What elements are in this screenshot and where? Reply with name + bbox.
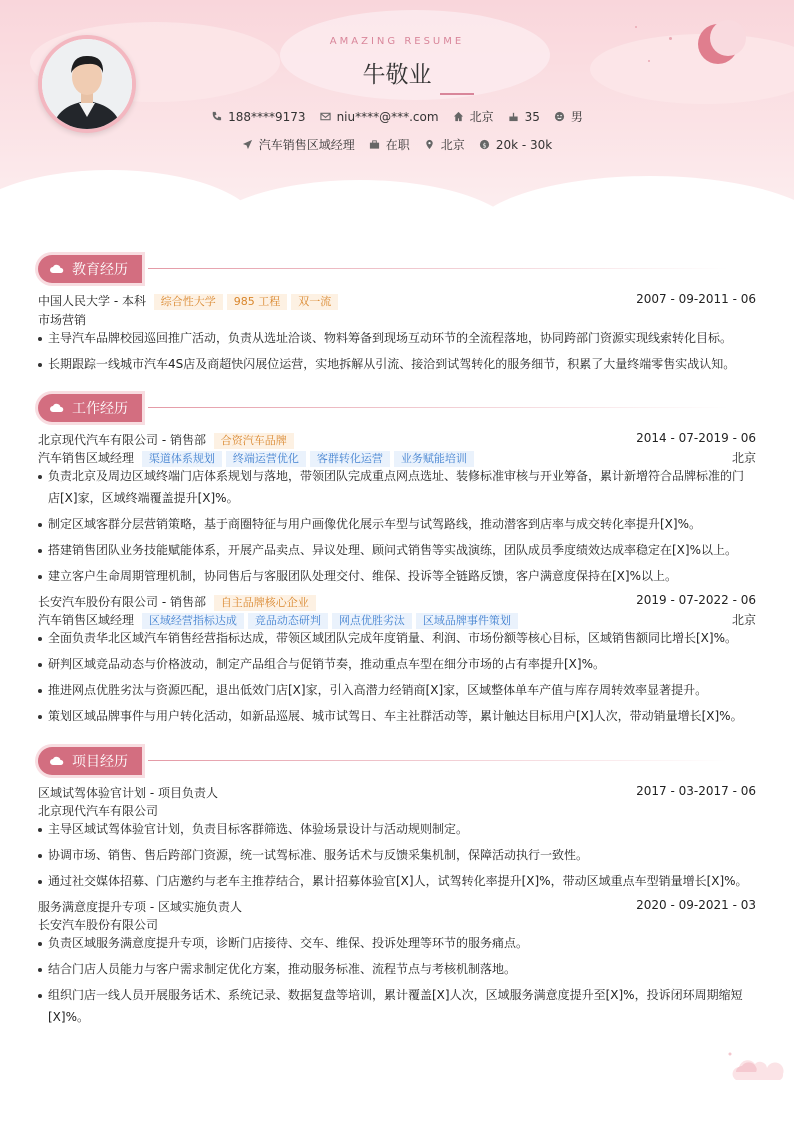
section-badge — [38, 394, 142, 422]
city-text: 北京 — [469, 110, 494, 124]
project-date: 2020 - 09-2021 - 03 — [636, 898, 756, 912]
age-item — [508, 108, 540, 125]
education-row — [38, 292, 756, 310]
section-divider — [148, 407, 728, 408]
cloud-decoration-icon — [726, 1050, 786, 1086]
work-section-title — [38, 393, 142, 423]
email-item — [320, 108, 439, 125]
svg-text:$: $ — [482, 141, 487, 150]
money-icon — [479, 139, 490, 150]
education-bullet: 长期跟踪一线城市汽车4S店及商超快闪展位运营，实地拆解从引流、接洽到试驾转化的服务细节，积累了大量终端零售实战认知。 — [38, 354, 748, 375]
job-bullet: 制定区域客群分层营销策略，基于商圈特征与用户画像优化展示车型与试驾路线，推动潜客到店率与成交转化率提升[X]%。 — [38, 514, 748, 535]
face-icon — [554, 111, 565, 122]
age-text: 35 — [524, 109, 540, 124]
job-bullet: 搭建销售团队业务技能赋能体系，开展产品卖点、异议处理、顾问式销售等实战演练，团队成员季度绩效达成率稳定在[X]%以上。 — [38, 540, 748, 561]
major-text: 市场营销 — [38, 313, 87, 327]
project-org: 长安汽车股份有限公司 — [38, 918, 159, 932]
company-text: 长安汽车股份有限公司 - 销售部 — [38, 595, 206, 609]
skill-tag: 区域品牌事件策划 — [416, 613, 518, 629]
target-city-item — [424, 136, 465, 153]
job-intent-row — [0, 136, 794, 153]
candidate-name: 牛敬业 — [362, 62, 432, 88]
project-bullet: 通过社交媒体招募、门店邀约与老车主推荐结合，累计招募体验官[X]人，试驾转化率提升[X]%，带动区域重点车型销量增长[X]%。 — [38, 871, 748, 892]
project-bullet-text: [X]%。 — [48, 1010, 89, 1024]
company-tag: 合资汽车品牌 — [214, 433, 294, 449]
school-tag: 985 工程 — [227, 294, 288, 310]
company-text: 北京现代汽车有限公司 - 销售部 — [38, 433, 206, 447]
cloud-decoration — [200, 180, 520, 230]
city-item — [453, 108, 494, 125]
project-bullet: 组织门店一线人员开展服务话术、系统记录、数据复盘等培训，累计覆盖[X]人次，区域服务满意度提升至[X]%，投诉闭环周期缩短 — [38, 985, 748, 1006]
job-date: 2014 - 07-2019 - 06 — [636, 431, 756, 445]
status-text: 在职 — [385, 138, 410, 152]
job-target-item — [242, 136, 355, 153]
project-bullet: 结合门店人员能力与客户需求制定优化方案，推动服务标准、流程节点与考核机制落地。 — [38, 959, 748, 980]
job-bullet: 全面负责华北区域汽车销售经营指标达成，带领区域团队完成年度销量、利润、市场份额等核心目标，区域销售额同比增长[X]%。 — [38, 628, 748, 649]
project-name: 区域试驾体验官计划 - 项目负责人 — [38, 786, 218, 800]
school-tag: 综合性大学 — [154, 294, 223, 310]
email-text: niu****@***.com — [336, 109, 439, 124]
status-item — [369, 136, 410, 153]
cake-icon — [508, 111, 519, 122]
job-bullet: 建立客户生命周期管理机制，协同售后与客服团队处理交付、维保、投诉等全链路反馈，客户满意度保持在[X]%以上。 — [38, 566, 748, 587]
briefcase-icon — [369, 139, 380, 150]
education-bullet: 主导汽车品牌校园巡回推广活动，负责从选址洽谈、物料筹备到现场互动环节的全流程落地，协同跨部门资源实现线索转化目标。 — [38, 328, 748, 349]
job-bullet: 负责北京及周边区域终端门店体系规划与落地，带领团队完成重点网点选址、装修标准审核与开业筹备，累计新增符合品牌标准的门 — [38, 466, 748, 487]
job-city: 北京 — [731, 451, 756, 465]
skill-tag: 竞品动态研判 — [248, 613, 328, 629]
mail-icon — [320, 111, 331, 122]
job-role-row — [38, 611, 756, 629]
company-tag: 自主品牌核心企业 — [214, 595, 316, 611]
name-underline — [440, 93, 474, 95]
cloud-icon — [50, 403, 64, 413]
gender-text: 男 — [570, 110, 583, 124]
gender-item — [554, 108, 583, 125]
job-header — [38, 431, 756, 449]
skill-tag: 网点优胜劣汰 — [332, 613, 412, 629]
job-bullet-text: 店[X]家，区域终端覆盖提升[X]%。 — [48, 491, 239, 505]
cloud-icon — [50, 264, 64, 274]
skill-tag: 区域经营指标达成 — [142, 613, 244, 629]
skill-tag: 渠道体系规划 — [142, 451, 222, 467]
star-icon — [635, 26, 637, 28]
project-section-title — [38, 746, 142, 776]
project-org: 北京现代汽车有限公司 — [38, 804, 159, 818]
section-title-text: 教育经历 — [72, 262, 128, 278]
skill-tag: 终端运营优化 — [226, 451, 306, 467]
job-city: 北京 — [731, 613, 756, 627]
role-text: 汽车销售区域经理 — [38, 451, 135, 465]
project-bullet: 负责区域服务满意度提升专项，诊断门店接待、交车、维保、投诉处理等环节的服务痛点。 — [38, 933, 748, 954]
section-divider — [148, 760, 728, 761]
job-bullet: 推进网点优胜劣汰与资源匹配，退出低效门店[X]家，引入高潜力经销商[X]家，区域整体单车产值与库存周转效率显著提升。 — [38, 680, 748, 701]
section-title-text: 工作经历 — [72, 401, 128, 417]
role-text: 汽车销售区域经理 — [38, 613, 135, 627]
project-date: 2017 - 03-2017 - 06 — [636, 784, 756, 798]
contact-row — [0, 108, 794, 125]
target-city-text: 北京 — [440, 138, 465, 152]
salary-text: 20k - 30k — [495, 137, 553, 152]
phone-text: 188****9173 — [228, 109, 306, 124]
job-bullet: 研判区域竞品动态与价格波动，制定产品组合与促销节奏，推动重点车型在细分市场的占有率提升[X]%。 — [38, 654, 748, 675]
project-name: 服务满意度提升专项 - 区域实施负责人 — [38, 900, 242, 914]
phone-item — [211, 108, 305, 125]
project-bullet: 协调市场、销售、售后跨部门资源，统一试驾标准、服务话术与反馈采集机制，保障活动执行一致性。 — [38, 845, 748, 866]
section-badge — [38, 747, 142, 775]
job-bullet: 策划区域品牌事件与用户转化活动，如新品巡展、城市试驾日、车主社群活动等，累计触达目标用户[X]人次，带动销量增长[X]%。 — [38, 706, 748, 727]
section-divider — [148, 268, 728, 269]
cloud-decoration — [470, 176, 794, 230]
resume-tagline: AMAZING RESUME — [329, 36, 465, 47]
school-text: 中国人民大学 - 本科 — [38, 294, 146, 308]
job-target-text: 汽车销售区域经理 — [258, 138, 355, 152]
job-role-row — [38, 449, 756, 467]
project-header — [38, 898, 756, 915]
project-bullet: 主导区域试驾体验官计划，负责目标客群筛选、体验场景设计与活动规则制定。 — [38, 819, 748, 840]
school-tag: 双一流 — [291, 294, 338, 310]
location-pin-icon — [424, 139, 435, 150]
skill-tag: 业务赋能培训 — [394, 451, 474, 467]
phone-icon — [211, 111, 222, 122]
section-title-text: 项目经历 — [72, 754, 128, 770]
job-date: 2019 - 07-2022 - 06 — [636, 593, 756, 607]
education-date: 2007 - 09-2011 - 06 — [636, 292, 756, 306]
send-icon — [242, 139, 253, 150]
resume-header — [0, 0, 794, 230]
education-section-title — [38, 254, 142, 284]
job-bullet-continued — [38, 488, 748, 509]
job-header — [38, 593, 756, 611]
project-bullet-continued — [38, 1007, 748, 1028]
cloud-icon — [50, 756, 64, 766]
skill-tag: 客群转化运营 — [310, 451, 390, 467]
home-icon — [453, 111, 464, 122]
section-badge — [38, 255, 142, 283]
project-header — [38, 784, 756, 801]
salary-item — [479, 136, 552, 153]
